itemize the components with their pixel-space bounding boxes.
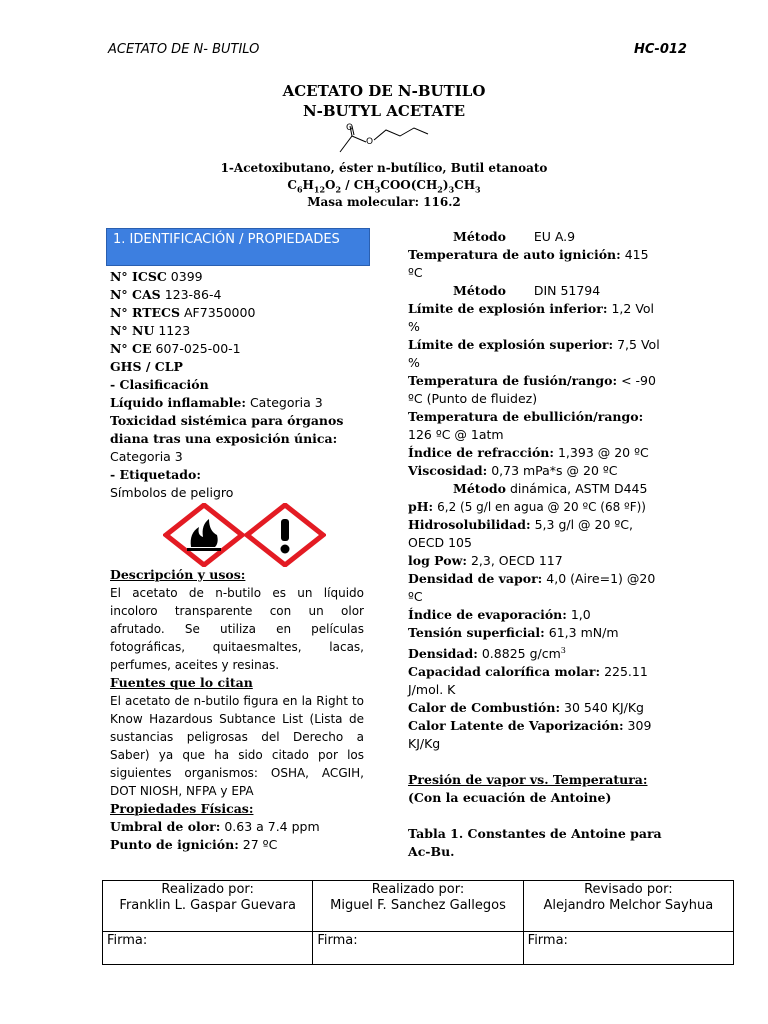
firma-cell-1: Firma: <box>103 932 313 965</box>
molar-mass: Masa molecular: 116.2 <box>307 195 461 209</box>
molecular-formula: $C_6H_{12}O_2 / CH_3COO(CH_2)_3CH_3$ <box>287 178 481 195</box>
firma-cell-3: Firma: <box>523 932 733 965</box>
signature-cell-2: Realizado por: Miguel F. Sanchez Gallegos <box>313 881 523 932</box>
signature-cell-1: Realizado por: Franklin L. Gaspar Guevara <box>103 881 313 932</box>
signature-cell-3: Revisado por: Alejandro Melchor Sayhua <box>523 881 733 932</box>
svg-text:O: O <box>346 123 354 133</box>
svg-text:O: O <box>366 137 374 147</box>
ghs-exclamation-pictogram-icon <box>244 503 326 567</box>
ghs-flammable-pictogram-icon <box>163 503 245 567</box>
left-column-lower: Descripción y usos: El acetato de n-butilo es un líquido incoloro transparente con un olor afrutado. Se utiliza en películas fotográficas, quitaesmaltes, lacas, perfumes, aceites y resinas. Fuentes que lo citan El acetato de n-butilo figura en la Right to Know Hazardous Subtance List (Lista de sustancias peligrosas del Derecho a Saber) ya que ha sido citado por los siguientes organismos: OSHA, ACGIH, DOT NIOSH, NFPA y EPA Propiedades Físicas: Umbral de olor: 0.63 a 7.4 ppm Punto de ignición: 27 ºC <box>110 567 364 852</box>
header-left: ACETATO DE N- BUTILO <box>108 42 260 57</box>
right-column: Método EU A.9 Temperatura de auto ignición: 415 ºC Método DIN 51794 Límite de explosión inferior: 1,2 Vol % Límite de explosión superior: 7,5 Vol % Temperatura de fusión/rango: < -90 ºC (Punto de fluidez) Temperatura de ebullición/rango: 126 ºC @ 1atm Índice de refracción: 1,393 @ 20 ºC Viscosidad: 0,73 mPa*s @ 20 ºC Método dinámica, ASTM D445 pH: 6,2 (5 g/l en agua @ 20 ºC (68 ºF)) Hidrosolubilidad: 5,3 g/l @ 20 ºC, OECD 105 log Pow: 2,3, OECD 117 Densidad de vapor: 4,0 (Aire=1) @20 ºC Índice de evaporación: 1,0 Tensión superficial: 61,3 mN/m Densidad: 0.8825 $g/cm^3$ Capacidad calorífica molar: 225.11 J/mol. K Calor de Combustión: 30 540 KJ/Kg Calor Latente de Vaporización: 309 KJ/Kg Presión de vapor vs. Temperatura: (Con la ecuación de Antoine) Tabla 1. Constantes de Antoine para Ac-Bu. <box>408 229 662 860</box>
title-en: N-BUTYL ACETATE <box>302 102 466 120</box>
title-es: ACETATO DE N-BUTILO <box>282 82 486 100</box>
section-identification-heading: 1. IDENTIFICACIÓN / PROPIEDADES <box>106 228 370 266</box>
left-column: N° ICSC 0399 N° CAS 123-86-4 N° RTECS AF7350000 N° NU 1123 N° CE 607-025-00-1 GHS / CLP - Clasificación Líquido inflamable: Categoria 3 Toxicidad sistémica para órganos diana tras una exposición única: Categoria 3 - Etiquetado: Símbolos de peligro <box>110 269 344 500</box>
synonyms: 1-Acetoxibutano, éster n-butílico, Butil etanoato <box>220 161 548 175</box>
firma-cell-2: Firma: <box>313 932 523 965</box>
header-right: HC-012 <box>634 42 687 57</box>
molecule-structure-icon <box>324 122 444 158</box>
signature-table <box>102 880 734 965</box>
